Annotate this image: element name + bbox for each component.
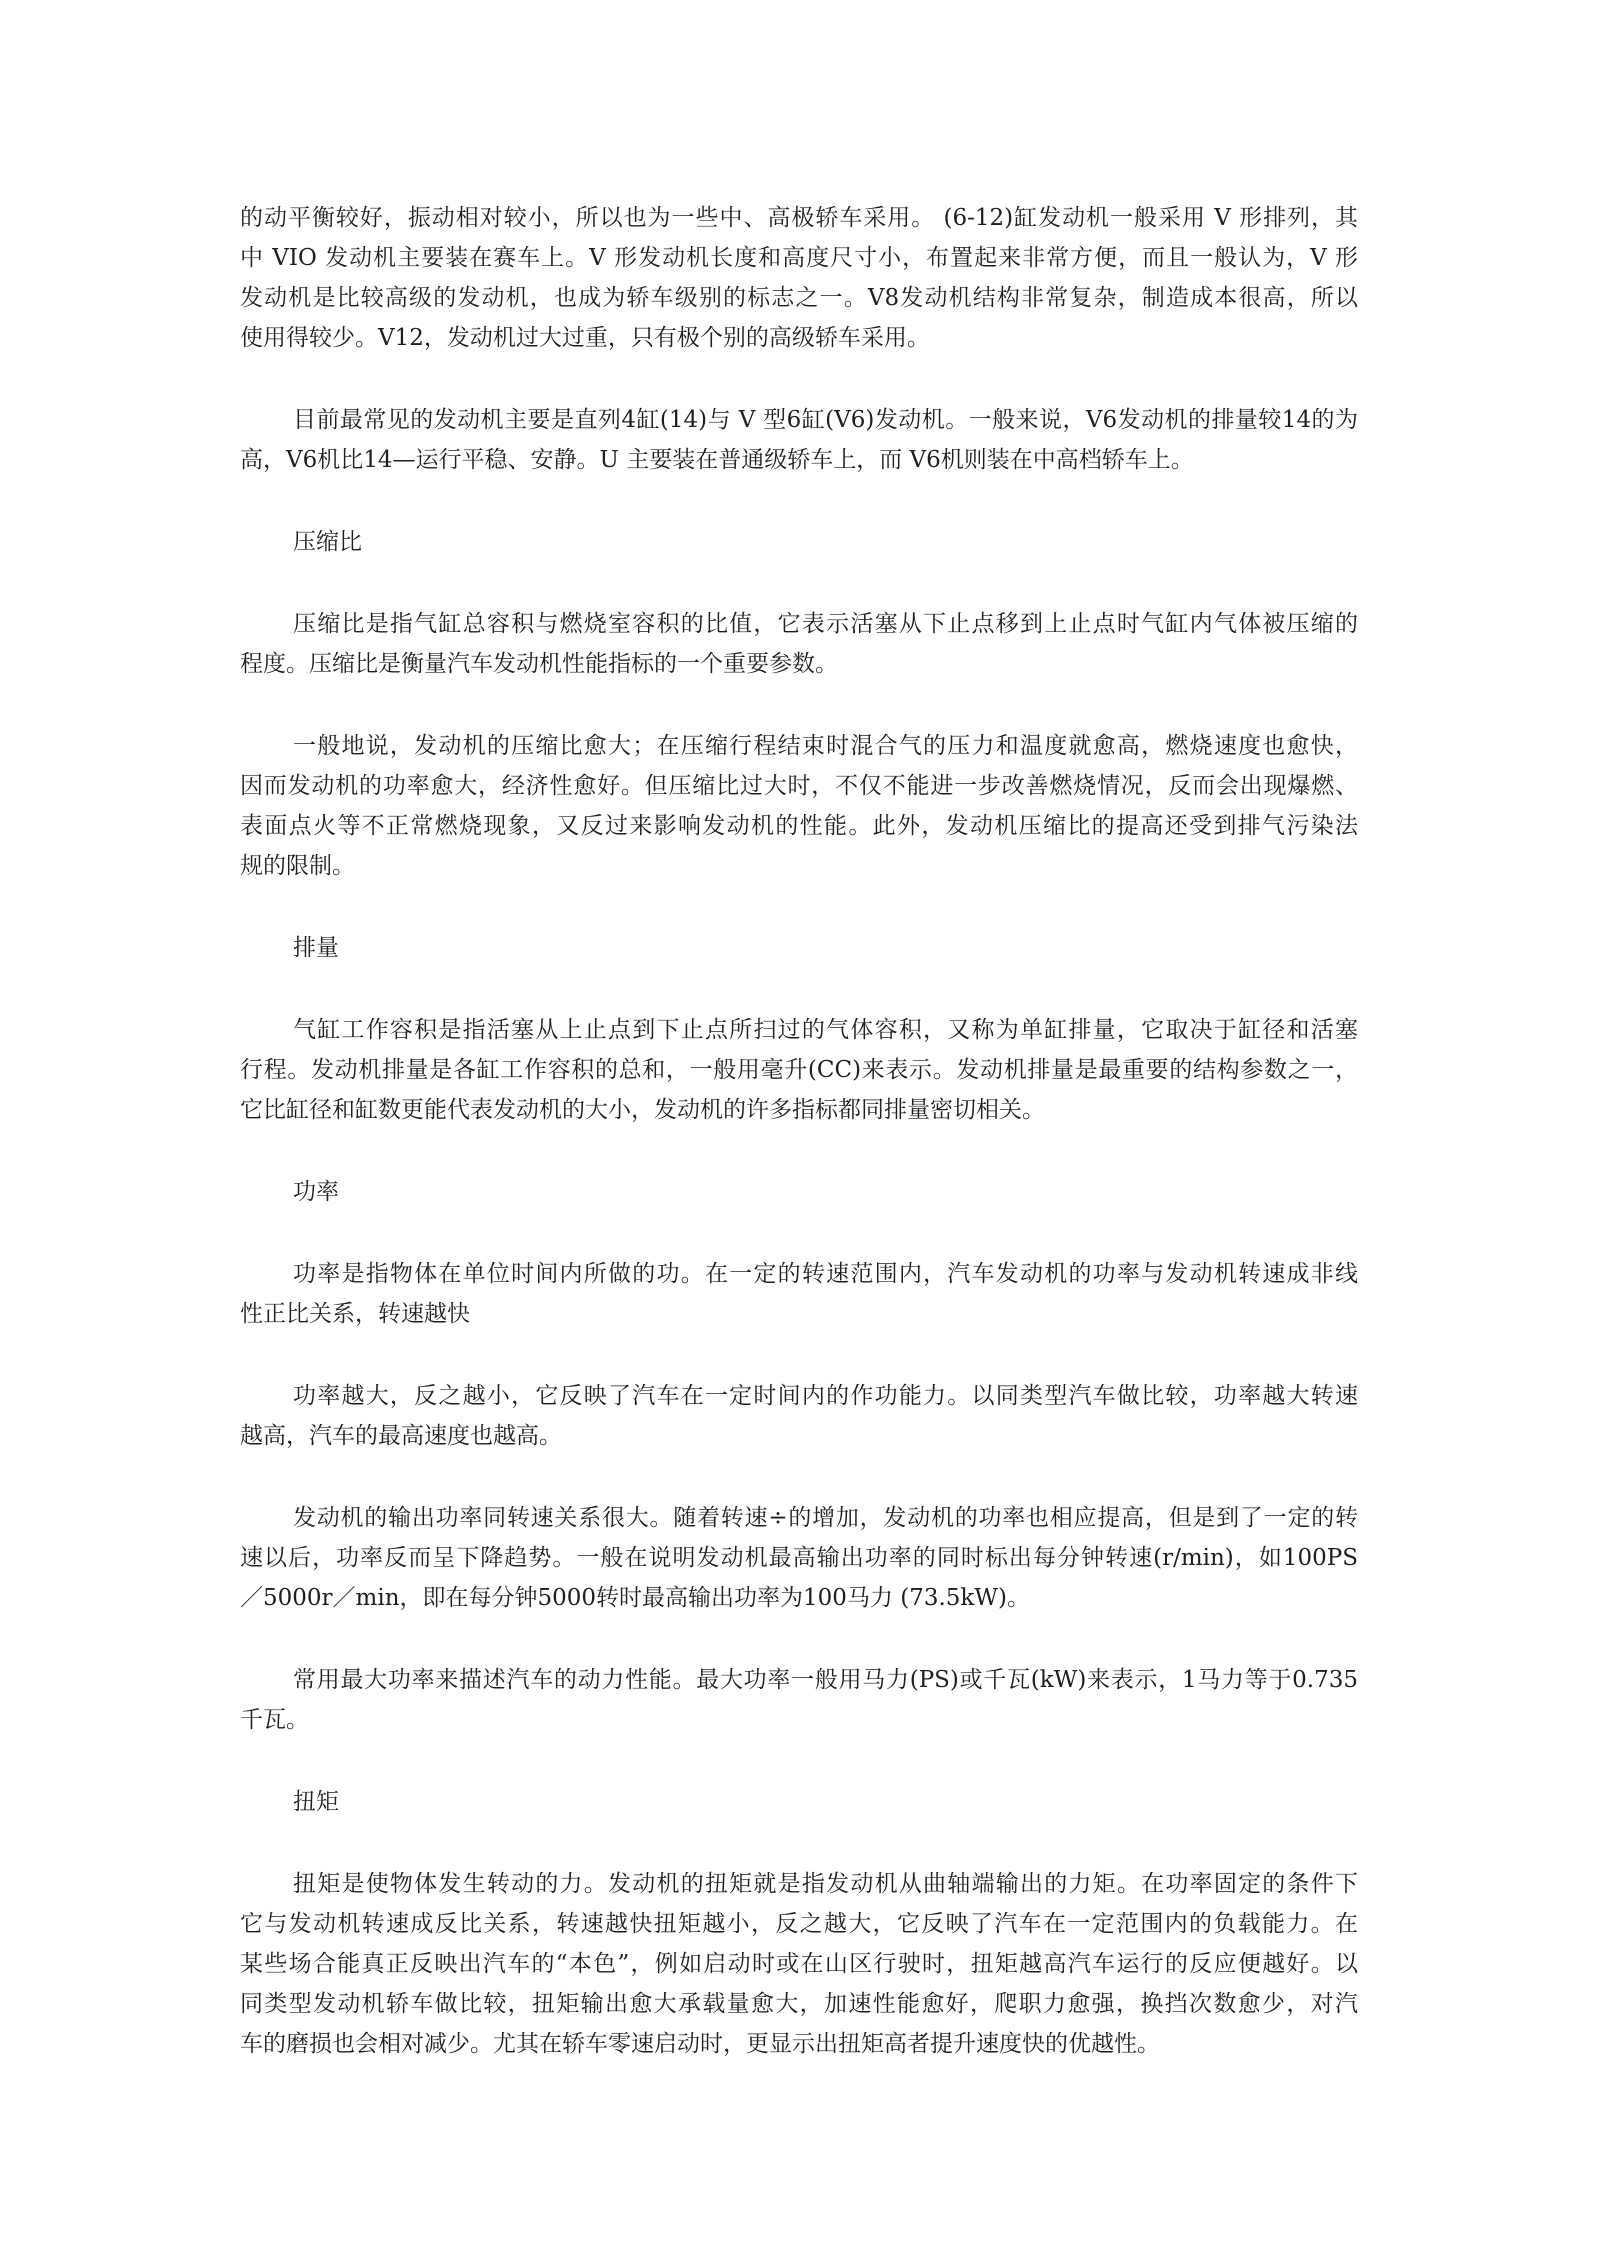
section-heading: 扭矩 (293, 1789, 339, 1815)
paragraph (240, 604, 1358, 684)
text-line: 功率是指物体在单位时间内所做的功。在一定的转速范围内，汽车发动机的功率与发动机转速成非线 (293, 1261, 1358, 1287)
text-line: 目前最常见的发动机主要是直列4缸(14)与 V 型6缸(V6)发动机。一般来说，V6发动机的排量较14的为 (293, 407, 1358, 433)
text-line: 车的磨损也会相对减少。尤其在轿车零速启动时，更显示出扭矩高者提升速度快的优越性。 (240, 2031, 1160, 2057)
text-line: 它比缸径和缸数更能代表发动机的大小，发动机的许多指标都同排量密切相关。 (240, 1097, 1045, 1123)
text-line: 使用得较少。V12，发动机过大过重，只有极个别的高级轿车采用。 (240, 325, 930, 351)
paragraph (240, 1254, 1358, 1334)
paragraph (240, 1376, 1358, 1456)
text-line: 表面点火等不正常燃烧现象，又反过来影响发动机的性能。此外，发动机压缩比的提高还受到排气污染法 (240, 813, 1358, 839)
text-line: 规的限制。 (240, 853, 355, 879)
document-body (240, 198, 1358, 2106)
text-line: 因而发动机的功率愈大，经济性愈好。但压缩比过大时，不仅不能进一步改善燃烧情况，反而会出现爆燃、 (240, 773, 1358, 799)
paragraph (240, 1010, 1358, 1130)
text-line: 性正比关系，转速越快 (240, 1301, 470, 1327)
text-line: 压缩比是指气缸总容积与燃烧室容积的比值，它表示活塞从下止点移到上止点时气缸内气体被压缩的 (293, 611, 1358, 637)
text-line: 千瓦。 (240, 1707, 309, 1733)
section-heading: 压缩比 (293, 529, 362, 555)
paragraph (240, 400, 1358, 480)
text-line: 扭矩是使物体发生转动的力。发动机的扭矩就是指发动机从曲轴端输出的力矩。在功率固定的条件下 (293, 1871, 1358, 1897)
text-line: 程度。压缩比是衡量汽车发动机性能指标的一个重要参数。 (240, 651, 838, 677)
text-line: 中 VIO 发动机主要装在赛车上。V 形发动机长度和高度尺寸小，布置起来非常方便，而且一般认为，V 形 (240, 245, 1358, 271)
text-line: 发动机是比较高级的发动机，也成为轿车级别的标志之一。V8发动机结构非常复杂，制造成本很高，所以 (240, 285, 1358, 311)
text-line: 它与发动机转速成反比关系，转速越快扭矩越小，反之越大，它反映了汽车在一定范围内的负载能力。在 (240, 1911, 1358, 1937)
text-line: 常用最大功率来描述汽车的动力性能。最大功率一般用马力(PS)或千瓦(kW)来表示，1马力等于0.735 (293, 1667, 1358, 1693)
text-line: 某些场合能真正反映出汽车的“本色”，例如启动时或在山区行驶时，扭矩越高汽车运行的反应便越好。以 (240, 1951, 1358, 1977)
text-line: 行程。发动机排量是各缸工作容积的总和，一般用毫升(CC)来表示。发动机排量是最重要的结构参数之一， (240, 1057, 1358, 1083)
text-line: 速以后，功率反而呈下降趋势。一般在说明发动机最高输出功率的同时标出每分钟转速(r/min)，如100PS (240, 1545, 1358, 1571)
text-line: 气缸工作容积是指活塞从上止点到下止点所扫过的气体容积，又称为单缸排量，它取决于缸径和活塞 (293, 1017, 1358, 1043)
paragraph (240, 1660, 1358, 1740)
section-heading: 功率 (293, 1179, 339, 1205)
paragraph (240, 1864, 1358, 2064)
section-heading: 排量 (293, 935, 339, 961)
text-line: 功率越大，反之越小，它反映了汽车在一定时间内的作功能力。以同类型汽车做比较，功率越大转速 (293, 1383, 1358, 1409)
paragraph (240, 726, 1358, 886)
paragraph (240, 198, 1358, 358)
text-line: ／5000r／min，即在每分钟5000转时最高输出功率为100马力 (73.5kW)。 (240, 1585, 1030, 1611)
text-line: 高，V6机比14—运行平稳、安静。U 主要装在普通级轿车上，而 V6机则装在中高档轿车上。 (240, 447, 1194, 473)
text-line: 一般地说，发动机的压缩比愈大；在压缩行程结束时混合气的压力和温度就愈高，燃烧速度也愈快， (293, 733, 1358, 759)
text-line: 发动机的输出功率同转速关系很大。随着转速÷的增加，发动机的功率也相应提高，但是到了一定的转 (293, 1505, 1358, 1531)
text-line: 越高，汽车的最高速度也越高。 (240, 1423, 562, 1449)
text-line: 同类型发动机轿车做比较，扭矩输出愈大承载量愈大，加速性能愈好，爬职力愈强，换挡次数愈少，对汽 (240, 1991, 1358, 2017)
text-line: 的动平衡较好，振动相对较小，所以也为一些中、高极轿车采用。 (6-12)缸发动机一般采用 V 形排列，其 (240, 205, 1358, 231)
paragraph (240, 1498, 1358, 1618)
